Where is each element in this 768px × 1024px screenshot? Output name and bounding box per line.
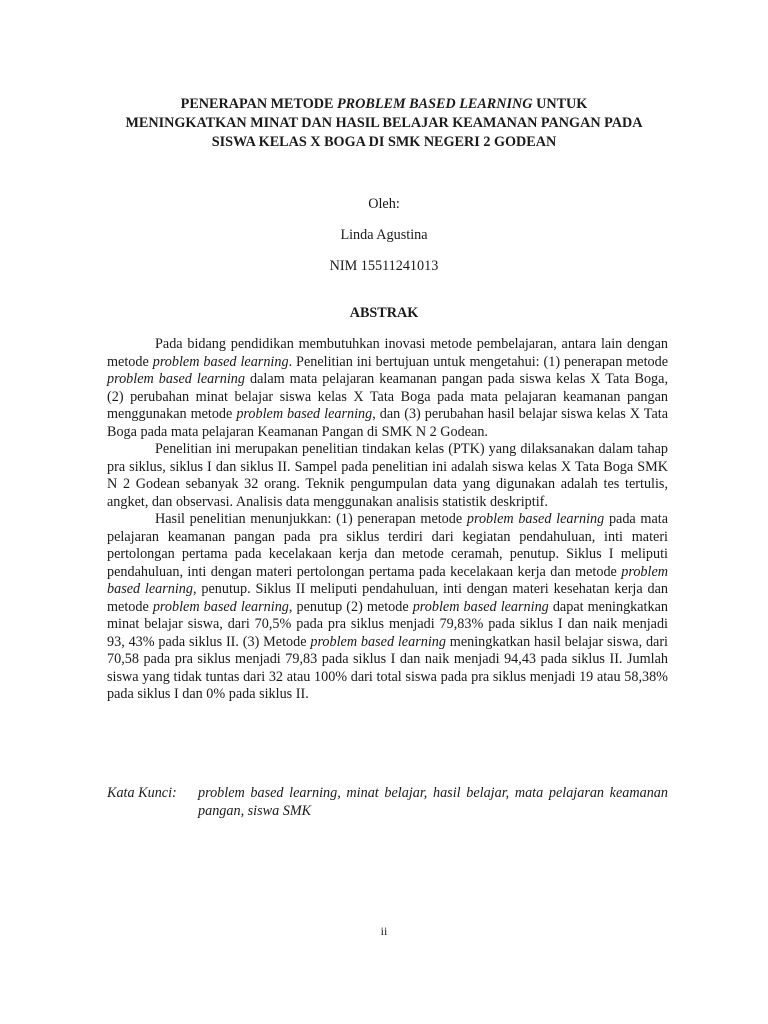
keywords [107,785,668,820]
abstract-paragraph-2: Penelitian ini merupakan penelitian tindakan kelas (PTK) yang dilaksanakan dalam tahap pra siklus, siklus I dan siklus II. Sampel pada penelitian ini adalah siswa kelas X Tata Boga SMK N 2 Godean sebanyak 32 orang. Teknik pengumpulan data yang digunakan adalah tes tertulis, angket, dan observasi. Analisis data menggunakan analisis statistik deskriptif. [107,441,668,510]
keywords-text: problem based learning, minat belajar, hasil belajar, mata pelajaran keamanan pangan, siswa SMK [198,785,668,819]
title-line-3: SISWA KELAS X BOGA DI SMK NEGERI 2 GODEAN [211,134,557,150]
abstract-paragraph-1: Pada bidang pendidikan membutuhkan inovasi metode pembelajaran, antara lain dengan metode problem based learning. Penelitian ini bertujuan untuk mengetahui: (1) penerapan metode problem based learning dalam mata pelajaran keamanan pangan pada siswa kelas X Tata Boga, (2) perubahan minat belajar siswa kelas X Tata Boga pada mata pelajaran keamanan pangan menggunakan metode problem based learning, dan (3) perubahan hasil belajar siswa kelas X Tata Boga pada mata pelajaran Keamanan Pangan di SMK N 2 Godean. [107,336,669,440]
abstract-body [107,336,668,704]
author-by-label: Oleh: [368,196,400,212]
keywords-label: Kata Kunci: [107,785,177,801]
document-title [100,95,668,152]
abstract-heading: ABSTRAK [349,305,419,321]
author-name: Linda Agustina [340,227,428,243]
title-line-2: MENINGKATKAN MINAT DAN HASIL BELAJAR KEAMANAN PANGAN PADA [125,115,643,131]
page-number: ii [380,924,388,938]
author-nim: NIM 15511241013 [329,258,439,274]
abstract-paragraph-3: Hasil penelitian menunjukkan: (1) penerapan metode problem based learning pada mata pelajaran keamanan pangan pada pra siklus terdiri dari kegiatan pendahuluan, inti materi pertolongan pertama pada kecelakaan kerja dan metode ceramah, penutup. Siklus I meliputi pendahuluan, inti dengan materi pertolongan pertama pada kecelakaan kerja dan metode problem based learning, penutup. Siklus II meliputi pendahuluan, inti dengan materi kesehatan kerja dan metode problem based learning, penutup (2) metode problem based learning dapat meningkatkan minat belajar siswa, dari 70,5% pada pra siklus menjadi 79,83% pada siklus I dan naik menjadi 93, 43% pada siklus II. (3) Metode problem based learning meningkatkan hasil belajar siswa, dari 70,58 pada pra siklus menjadi 79,83 pada siklus I dan naik menjadi 94,43 pada siklus II. Jumlah siswa yang tidak tuntas dari 32 atau 100% dari total siswa pada pra siklus menjadi 19 atau 58,38% pada siklus I dan 0% pada siklus II. [107,511,669,702]
title-line-1: PENERAPAN METODE PROBLEM BASED LEARNING UNTUK [180,96,588,112]
